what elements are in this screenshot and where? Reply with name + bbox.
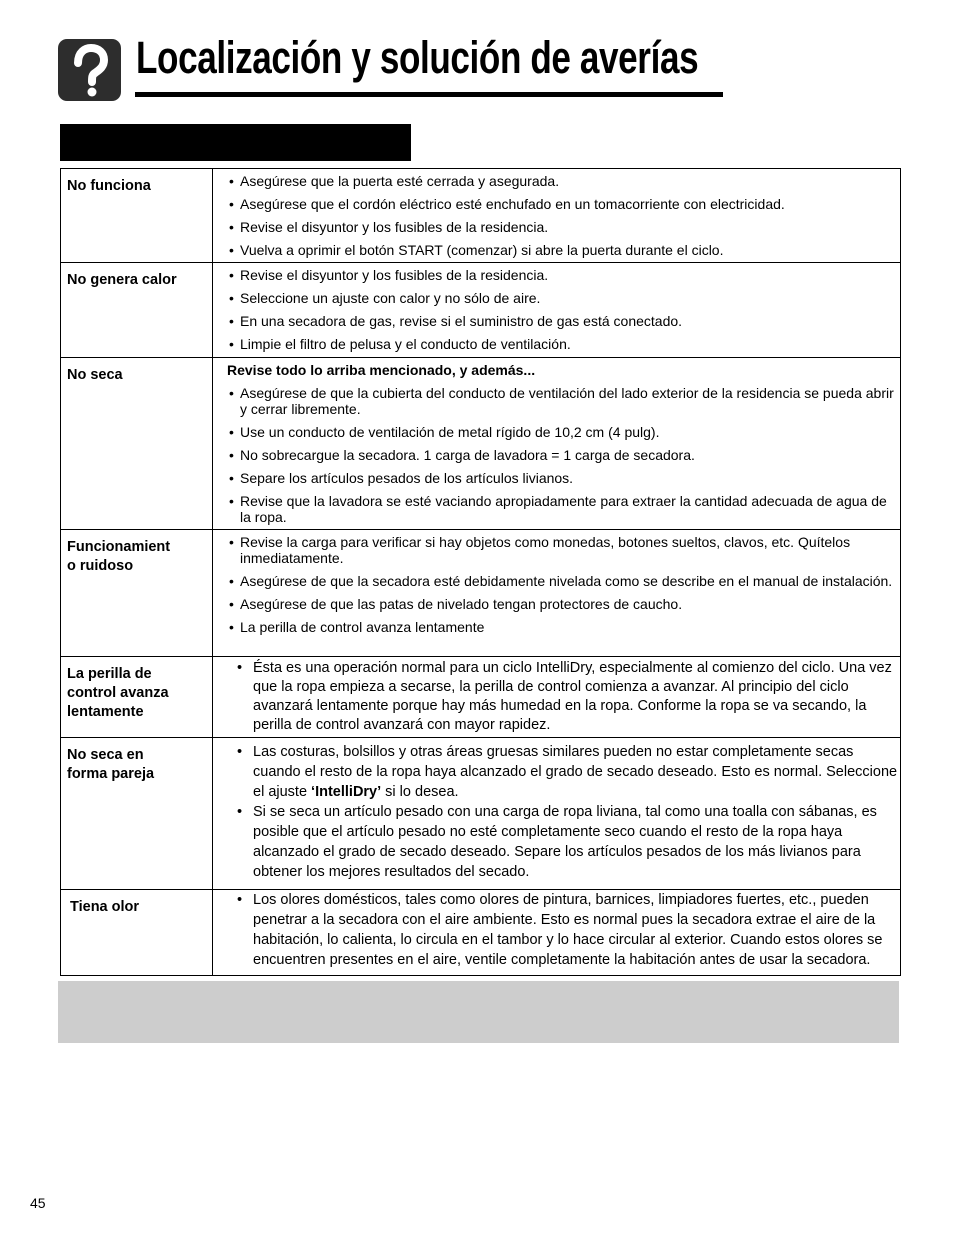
problem-cell (61, 738, 213, 890)
page-number: 45 (30, 1195, 46, 1211)
solution-item: • Revise la carga para verificar si hay objetos como monedas, botones sueltos, clavos, etc. Quítelos inmediatamente. (225, 534, 898, 566)
solution-item: • La perilla de control avanza lentamente (225, 619, 898, 635)
solution-item: • Asegúrese de que la cubierta del conducto de ventilación del lado exterior de la residencia se pueda abrir y cerrar libremente. (225, 385, 898, 417)
solution-item: • Vuelva a oprimir el botón START (comenzar) si abre la puerta durante el ciclo. (225, 242, 898, 258)
problem-cell (61, 530, 213, 657)
problem-cell (61, 890, 213, 976)
troubleshooting-table (60, 168, 901, 976)
solution-item: • Si se seca un artículo pesado con una carga de ropa liviana, tal como una toalla con sábanas, es posible que el artículo pesado no esté completamente seco cuando el resto de la ropa haya alcanzado el grado de secado deseado. Separe los artículos pesados de los más livianos para obtener los mejores resultados del secado. (225, 802, 898, 882)
solutions-cell (213, 738, 901, 890)
problem-cell (61, 358, 213, 530)
table-row (61, 530, 901, 657)
solution-item: • En una secadora de gas, revise si el suministro de gas está conectado. (225, 313, 898, 329)
problem-cell (61, 169, 213, 263)
problem-label: No seca (67, 367, 123, 383)
solution-item: • Limpie el filtro de pelusa y el conducto de ventilación. (225, 336, 898, 352)
solutions-cell (213, 358, 901, 530)
table-row (61, 263, 901, 358)
solution-list (213, 657, 900, 737)
table-row (61, 358, 901, 530)
solution-item (225, 742, 898, 802)
solution-item: • Asegúrese de que la secadora esté debidamente nivelada como se describe en el manual de instalación. (225, 573, 898, 589)
note-box (58, 981, 899, 1043)
section-header-bar (60, 124, 411, 161)
solution-item: • Seleccione un ajuste con calor y no sólo de aire. (225, 290, 898, 306)
solution-item: • Separe los artículos pesados de los artículos livianos. (225, 470, 898, 486)
solutions-cell (213, 530, 901, 657)
solution-list (213, 738, 900, 884)
solution-list (213, 169, 900, 262)
solution-item: • Asegúrese de que las patas de nivelado tengan protectores de caucho. (225, 596, 898, 612)
solutions-cell (213, 263, 901, 358)
solution-item: • Revise el disyuntor y los fusibles de la residencia. (225, 219, 898, 235)
table-row (61, 738, 901, 890)
solution-item: • No sobrecargue la secadora. 1 carga de lavadora = 1 carga de secadora. (225, 447, 898, 463)
solution-text: Las costuras, bolsillos y otras áreas gruesas similares pueden no estar completamente secas cuando el resto de la ropa haya alcanzado el grado de secado deseado. Esto es normal. Seleccione el ajuste (253, 744, 898, 800)
solution-item: • Los olores domésticos, tales como olores de pintura, barnices, limpiadores fuertes, etc., pueden penetrar a la secadora con el aire ambiente. Esto es normal pues la secadora extrae el aire de la habitación, lo calienta, lo circula en el tambor y lo hace circular al exterior. Cuando estos olores se encuentren presentes en el aire, ventile completamente la habitación antes de usar la secadora. (225, 890, 898, 970)
problem-cell (61, 263, 213, 358)
solution-lead: Revise todo lo arriba mencionado, y además... (227, 362, 536, 378)
problem-cell (61, 657, 213, 738)
solution-item: • Asegúrese que el cordón eléctrico esté enchufado en un tomacorriente con electricidad. (225, 196, 898, 212)
table-row (61, 657, 901, 738)
page-title: Localización y solución de averías (136, 32, 699, 83)
intellidry-setting: ‘IntelliDry’ (311, 784, 382, 800)
problem-label: Funcionamient o ruidoso (67, 539, 171, 574)
problem-label: No funciona (67, 178, 151, 194)
solution-item: • Revise que la lavadora se esté vaciando apropiadamente para extraer la cantidad adecuada de agua de la ropa. (225, 493, 898, 525)
solution-list (213, 530, 900, 639)
table-row (61, 890, 901, 976)
question-mark-icon (58, 39, 121, 101)
solutions-cell (213, 657, 901, 738)
problem-label: No seca en forma pareja (67, 747, 155, 782)
title-underline (135, 92, 723, 97)
problem-label: Tiena olor (70, 899, 140, 915)
solution-item: • Ésta es una operación normal para un ciclo IntelliDry, especialmente al comienzo del ciclo. Una vez que la ropa empieza a secarse, la perilla de control comienza a avanzar. Al principio del ciclo avanzará lentamente porque hay más humedad en la ropa. Conforme la ropa se va secando, la perilla de control avanzará con mayor rapidez. (225, 659, 898, 735)
table-row (61, 169, 901, 263)
solution-item: • Use un conducto de ventilación de metal rígido de 10,2 cm (4 pulg). (225, 424, 898, 440)
problem-label: No genera calor (67, 272, 177, 288)
problem-label: La perilla de control avanza lentamente (67, 666, 169, 720)
solution-list (213, 890, 900, 972)
solution-item: • Asegúrese que la puerta esté cerrada y asegurada. (225, 173, 898, 189)
solution-list (213, 358, 900, 529)
solutions-cell (213, 169, 901, 263)
solution-list (213, 263, 900, 356)
solutions-cell (213, 890, 901, 976)
solution-item: • Revise el disyuntor y los fusibles de la residencia. (225, 267, 898, 283)
solution-text: si lo desea. (381, 784, 459, 800)
